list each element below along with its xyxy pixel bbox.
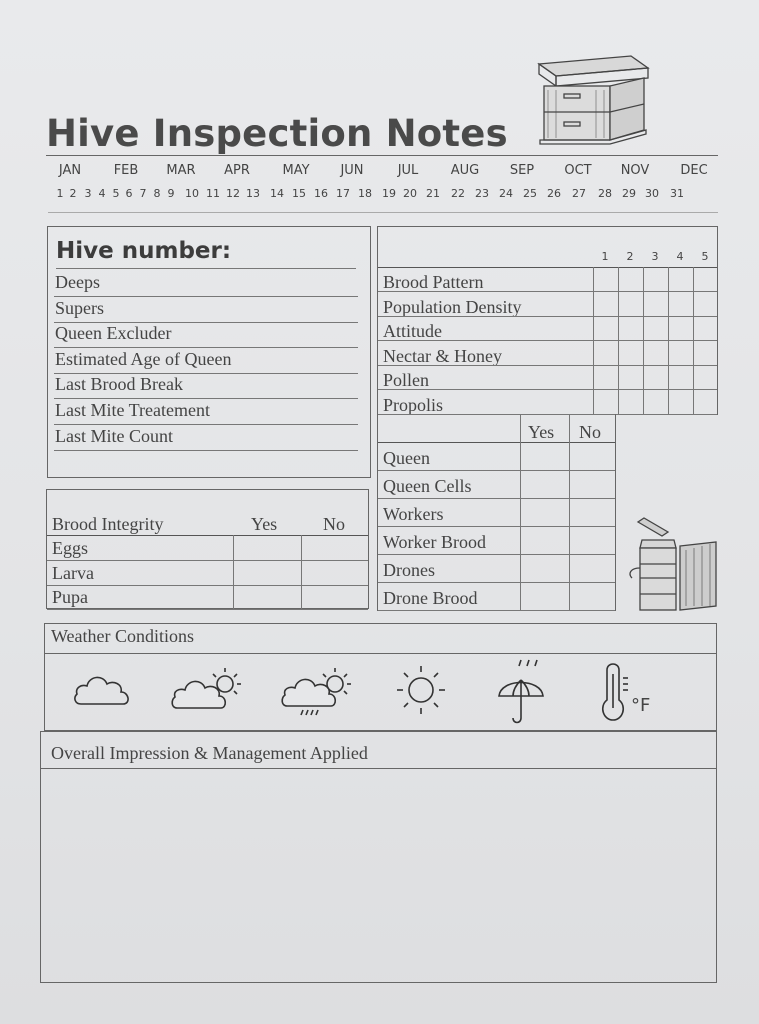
month-aug[interactable]: AUG <box>450 163 480 178</box>
presence-col-divider <box>569 414 570 610</box>
rating-cell[interactable] <box>618 292 643 316</box>
month-oct[interactable]: OCT <box>564 163 592 178</box>
rating-scale-5: 5 <box>701 250 709 263</box>
day-18[interactable]: 18 <box>358 187 372 200</box>
day-14[interactable]: 14 <box>270 187 284 200</box>
day-1[interactable]: 1 <box>56 187 64 200</box>
rating-cell[interactable] <box>618 341 643 365</box>
presence-row-label: Drones <box>383 560 435 580</box>
rating-row-label: Population Density <box>383 296 522 317</box>
impression-box <box>40 731 717 983</box>
hive-field-label: Last Mite Treatement <box>55 400 210 420</box>
field-line <box>56 268 356 269</box>
day-row <box>40 187 720 205</box>
hive-field-label: Supers <box>55 297 104 318</box>
rating-scale-1: 1 <box>601 250 609 263</box>
rating-col-divider <box>693 267 694 414</box>
rating-cell[interactable] <box>693 390 718 414</box>
day-9[interactable]: 9 <box>167 187 175 200</box>
rating-cell[interactable] <box>643 390 668 414</box>
month-sep[interactable]: SEP <box>509 163 535 178</box>
rating-cell[interactable] <box>593 292 618 316</box>
rating-cell[interactable] <box>593 390 618 414</box>
day-28[interactable]: 28 <box>598 187 612 200</box>
calendar-rule <box>48 212 718 213</box>
month-feb[interactable]: FEB <box>113 163 139 178</box>
impression-heading: Overall Impression & Management Applied <box>51 743 368 763</box>
day-2[interactable]: 2 <box>69 187 77 200</box>
rating-cell[interactable] <box>693 316 718 340</box>
day-21[interactable]: 21 <box>426 187 440 200</box>
presence-yes-cell[interactable] <box>520 582 569 610</box>
brood-yes-cell[interactable] <box>233 561 301 585</box>
hive-field-label: Last Brood Break <box>55 374 183 395</box>
presence-row-label: Queen <box>383 448 430 468</box>
presence-no-cell[interactable] <box>569 442 615 470</box>
month-nov[interactable]: NOV <box>620 163 650 178</box>
rating-col-divider <box>668 267 669 414</box>
day-30[interactable]: 30 <box>645 187 659 200</box>
rating-box <box>377 226 718 415</box>
month-apr[interactable]: APR <box>224 163 250 178</box>
brood-integrity-box <box>46 489 369 609</box>
presence-no-cell[interactable] <box>569 554 615 582</box>
rating-cell[interactable] <box>643 341 668 365</box>
presence-col-divider <box>520 414 521 610</box>
day-31[interactable]: 31 <box>670 187 684 200</box>
brood-col-divider <box>301 535 302 609</box>
month-jun[interactable]: JUN <box>340 163 364 178</box>
page-title: Hive Inspection Notes <box>46 112 508 155</box>
day-26[interactable]: 26 <box>547 187 561 200</box>
day-4[interactable]: 4 <box>98 187 106 200</box>
rating-cell[interactable] <box>618 390 643 414</box>
brood-no-cell[interactable] <box>301 536 368 560</box>
day-22[interactable]: 22 <box>451 187 465 200</box>
rating-cell[interactable] <box>668 292 693 316</box>
rating-cell[interactable] <box>593 365 618 389</box>
rating-cell[interactable] <box>643 316 668 340</box>
sun-icon <box>395 664 447 716</box>
rating-cell[interactable] <box>668 316 693 340</box>
weather-heading: Weather Conditions <box>51 626 195 646</box>
presence-box <box>377 414 616 611</box>
hive-field-label: Last Mite Count <box>55 425 173 446</box>
presence-no-cell[interactable] <box>569 582 615 610</box>
weather-box <box>44 623 717 731</box>
rating-cell[interactable] <box>643 365 668 389</box>
presence-no-cell[interactable] <box>569 526 615 554</box>
rating-row-label: Brood Pattern <box>383 272 484 292</box>
day-10[interactable]: 10 <box>185 187 199 200</box>
hive-number-label: Hive number: <box>56 238 232 264</box>
rating-col-divider <box>643 267 644 414</box>
brood-yes-cell[interactable] <box>233 536 301 560</box>
hive-field-label: Deeps <box>55 272 100 292</box>
brood-row-label: Larva <box>52 562 94 583</box>
brood-no-cell[interactable] <box>301 561 368 585</box>
rating-cell[interactable] <box>668 267 693 291</box>
rating-cell[interactable] <box>593 267 618 291</box>
day-7[interactable]: 7 <box>139 187 147 200</box>
cloud-icon <box>73 670 133 706</box>
rating-cell[interactable] <box>643 292 668 316</box>
partly-cloudy-icon <box>171 664 247 710</box>
rating-cell[interactable] <box>643 267 668 291</box>
brood-col-divider <box>233 535 234 609</box>
hive-info-box <box>47 226 371 478</box>
presence-no-cell[interactable] <box>569 470 615 498</box>
rating-scale-2: 2 <box>626 250 634 263</box>
impression-notes-area[interactable] <box>45 774 711 974</box>
rating-scale-4: 4 <box>676 250 684 263</box>
day-3[interactable]: 3 <box>84 187 92 200</box>
presence-yes-header: Yes <box>528 422 555 442</box>
presence-row-label: Drone Brood <box>383 588 478 608</box>
beehive-icon <box>536 54 651 146</box>
brood-row-label: Eggs <box>52 538 88 558</box>
temp-unit-label: °F <box>631 695 651 716</box>
rating-row-label: Attitude <box>383 321 442 341</box>
day-15[interactable]: 15 <box>292 187 306 200</box>
rating-row-label: Pollen <box>383 370 430 390</box>
presence-yes-cell[interactable] <box>520 442 569 470</box>
rating-col-divider <box>593 267 594 414</box>
rating-cell[interactable] <box>668 365 693 389</box>
brood-row-line <box>47 609 368 610</box>
brood-no-cell[interactable] <box>301 585 368 609</box>
bee-smoker-icon <box>628 518 720 614</box>
month-jan[interactable]: JAN <box>58 163 82 178</box>
rating-cell[interactable] <box>618 267 643 291</box>
yes-header: Yes <box>251 514 278 534</box>
day-27[interactable]: 27 <box>572 187 586 200</box>
day-24[interactable]: 24 <box>499 187 513 200</box>
presence-yes-cell[interactable] <box>520 526 569 554</box>
month-may[interactable]: MAY <box>282 163 310 178</box>
brood-integrity-heading: Brood Integrity <box>52 514 164 534</box>
presence-no-header: No <box>579 422 601 442</box>
rating-cell[interactable] <box>693 292 718 316</box>
rating-cell[interactable] <box>693 267 718 291</box>
day-16[interactable]: 16 <box>314 187 328 200</box>
title-rule <box>46 155 718 156</box>
rating-cell[interactable] <box>668 390 693 414</box>
rating-cell[interactable] <box>693 341 718 365</box>
hive-field-label: Queen Excluder <box>55 323 172 344</box>
rating-row-label: Nectar & Honey <box>383 345 502 366</box>
hive-field-label: Estimated Age of Queen <box>55 348 232 369</box>
rating-cell[interactable] <box>593 341 618 365</box>
rain-sun-icon <box>281 664 357 718</box>
month-jul[interactable]: JUL <box>397 163 419 178</box>
day-23[interactable]: 23 <box>475 187 489 200</box>
presence-yes-cell[interactable] <box>520 498 569 526</box>
day-8[interactable]: 8 <box>153 187 161 200</box>
day-13[interactable]: 13 <box>246 187 260 200</box>
presence-row-label: Workers <box>383 504 444 524</box>
rating-cell[interactable] <box>618 365 643 389</box>
presence-yes-cell[interactable] <box>520 554 569 582</box>
presence-no-cell[interactable] <box>569 498 615 526</box>
rating-cell[interactable] <box>668 341 693 365</box>
day-25[interactable]: 25 <box>523 187 537 200</box>
hive-field-line[interactable] <box>54 450 358 451</box>
presence-row-label: Queen Cells <box>383 476 472 496</box>
presence-yes-cell[interactable] <box>520 470 569 498</box>
day-17[interactable]: 17 <box>336 187 350 200</box>
rating-cell[interactable] <box>693 365 718 389</box>
day-12[interactable]: 12 <box>226 187 240 200</box>
brood-row-label: Pupa <box>52 587 88 607</box>
day-29[interactable]: 29 <box>622 187 636 200</box>
rating-row-label: Propolis <box>383 394 444 415</box>
day-6[interactable]: 6 <box>125 187 133 200</box>
month-dec[interactable]: DEC <box>680 163 708 178</box>
presence-row-label: Worker Brood <box>383 532 487 552</box>
rating-col-divider <box>618 267 619 414</box>
day-11[interactable]: 11 <box>206 187 220 200</box>
rating-cell[interactable] <box>618 316 643 340</box>
day-5[interactable]: 5 <box>112 187 120 200</box>
weather-rule <box>45 653 716 654</box>
month-row <box>40 163 720 183</box>
rating-scale-3: 3 <box>651 250 659 263</box>
brood-yes-cell[interactable] <box>233 585 301 609</box>
umbrella-icon <box>497 656 547 726</box>
month-mar[interactable]: MAR <box>166 163 196 178</box>
rating-cell[interactable] <box>593 316 618 340</box>
no-header: No <box>323 514 345 534</box>
presence-row-line <box>378 610 615 611</box>
day-19[interactable]: 19 <box>382 187 396 200</box>
impression-rule <box>41 768 716 769</box>
day-20[interactable]: 20 <box>403 187 417 200</box>
